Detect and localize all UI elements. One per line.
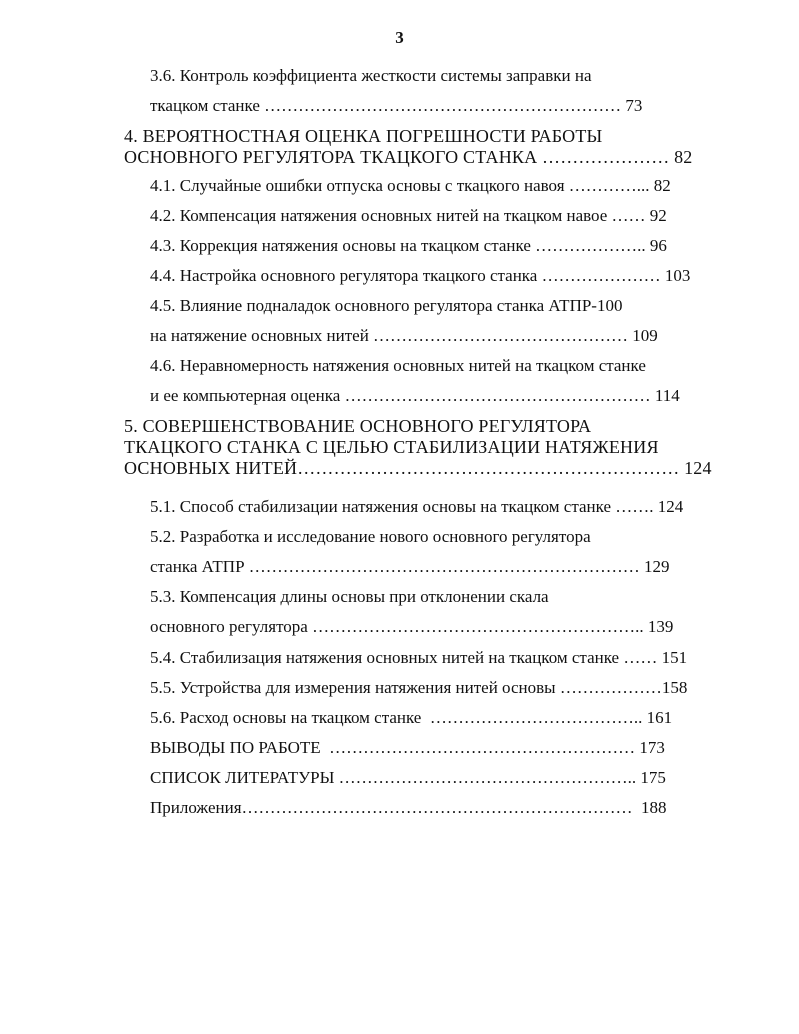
toc-entry-5-3-line1: 5.3. Компенсация длины основы при отклонении скала bbox=[150, 587, 549, 606]
toc-chapter-5-line2: ТКАЦКОГО СТАНКА С ЦЕЛЬЮ СТАБИЛИЗАЦИИ НАТЯЖЕНИЯ bbox=[124, 437, 659, 457]
toc-entry-references: СПИСОК ЛИТЕРАТУРЫ …………………………………………….. 175 bbox=[150, 768, 666, 787]
page-number: 3 bbox=[395, 28, 404, 47]
toc-entry-4-2: 4.2. Компенсация натяжения основных нитей на ткацком навое …… 92 bbox=[150, 206, 667, 225]
toc-entry-5-6: 5.6. Расход основы на ткацком станке ……………………………….. 161 bbox=[150, 708, 673, 727]
toc-entry-5-1: 5.1. Способ стабилизации натяжения основы на ткацком станке ……. 124 bbox=[150, 497, 684, 516]
toc-entry-3-6-line2: ткацком станке ……………………………………………………… 73 bbox=[150, 96, 643, 115]
toc-entry-5-3-line2: основного регулятора ………………………………………………….. 139 bbox=[150, 617, 674, 636]
toc-entry-5-4: 5.4. Стабилизация натяжения основных нитей на ткацком станке …… 151 bbox=[150, 648, 688, 667]
toc-entry-4-3: 4.3. Коррекция натяжения основы на ткацком станке ……………….. 96 bbox=[150, 236, 667, 255]
toc-entry-4-6-line1: 4.6. Неравномерность натяжения основных нитей на ткацком станке bbox=[150, 356, 646, 375]
toc-entry-4-4: 4.4. Настройка основного регулятора ткацкого станка ………………… 103 bbox=[150, 266, 691, 285]
toc-entry-4-1: 4.1. Случайные ошибки отпуска основы с ткацкого навоя …………... 82 bbox=[150, 176, 671, 195]
toc-entry-appendices: Приложения…………………………………………………………… 188 bbox=[150, 798, 667, 817]
toc-entry-3-6-line1: 3.6. Контроль коэффициента жесткости системы заправки на bbox=[150, 66, 592, 85]
toc-entry-5-5: 5.5. Устройства для измерения натяжения нитей основы ………………158 bbox=[150, 678, 688, 697]
toc-entry-conclusions: ВЫВОДЫ ПО РАБОТЕ ……………………………………………… 173 bbox=[150, 738, 665, 757]
toc-entry-5-2-line2: станка АТПР …………………………………………………………… 129 bbox=[150, 557, 670, 576]
toc-entry-4-6-line2: и ее компьютерная оценка ……………………………………………… 114 bbox=[150, 386, 680, 405]
toc-chapter-4-line2: ОСНОВНОГО РЕГУЛЯТОРА ТКАЦКОГО СТАНКА ………………… 82 bbox=[124, 147, 693, 167]
toc-entry-4-5-line1: 4.5. Влияние подналадок основного регулятора станка АТПР-100 bbox=[150, 296, 623, 315]
toc-chapter-5-line3: ОСНОВНЫХ НИТЕЙ……………………………………………………… 124 bbox=[124, 458, 712, 478]
toc-chapter-4-line1: 4. ВЕРОЯТНОСТНАЯ ОЦЕНКА ПОГРЕШНОСТИ РАБОТЫ bbox=[124, 126, 603, 146]
toc-entry-4-5-line2: на натяжение основных нитей ……………………………………… 109 bbox=[150, 326, 658, 345]
toc-entry-5-2-line1: 5.2. Разработка и исследование нового основного регулятора bbox=[150, 527, 591, 546]
toc-chapter-5-line1: 5. СОВЕРШЕНСТВОВАНИЕ ОСНОВНОГО РЕГУЛЯТОРА bbox=[124, 416, 592, 436]
